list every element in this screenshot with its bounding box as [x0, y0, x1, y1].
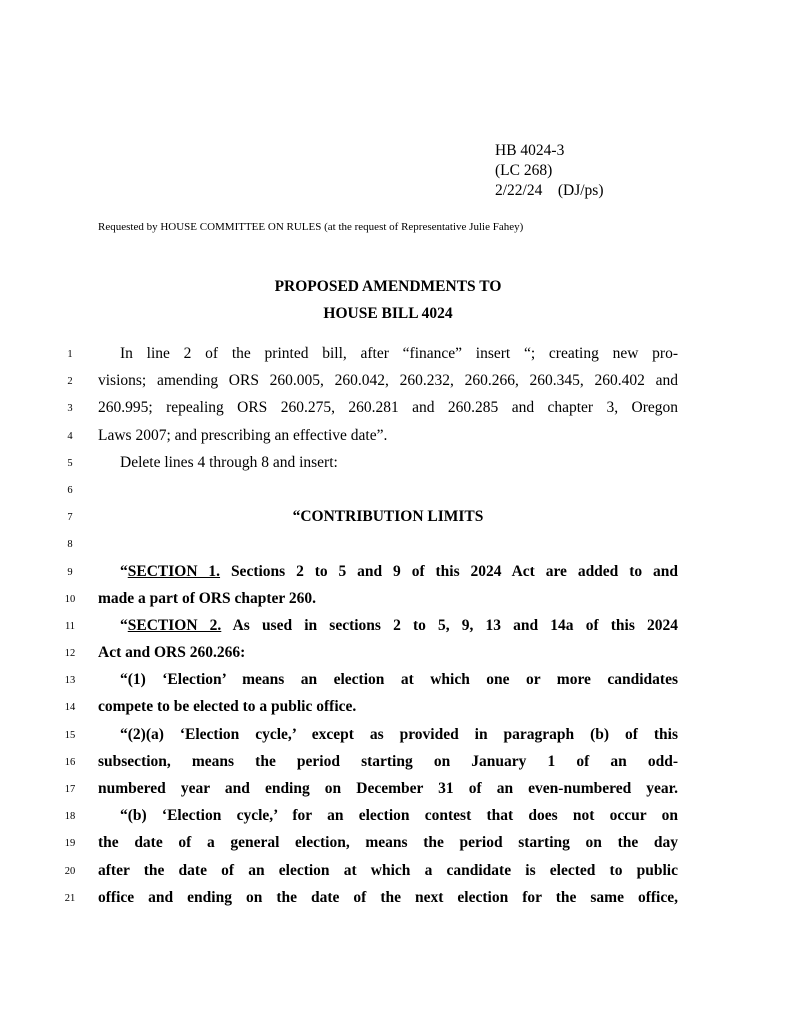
text-line	[0, 888, 800, 915]
section-marker: SECTION 2.	[127, 616, 222, 634]
text-line	[0, 833, 800, 860]
line-number: 15	[64, 729, 76, 741]
line-number: 10	[64, 593, 76, 605]
line-number: 20	[64, 865, 76, 877]
text-line	[0, 670, 800, 697]
text-line	[0, 806, 800, 833]
requested-by: Requested by HOUSE COMMITTEE ON RULES (at the request of Representative Julie Fahey)	[98, 221, 524, 233]
line-number: 9	[67, 566, 73, 578]
line-text: office and ending on the date of the next election for the same office,	[98, 888, 678, 906]
bill-header	[495, 141, 604, 201]
quote-open: “	[120, 616, 128, 634]
line-text: after the date of an election at which a candidate is elected to public	[98, 861, 678, 879]
line-text: “(1) ‘Election’ means an election at which one or more candidates	[120, 671, 678, 689]
line-number: 5	[67, 457, 73, 469]
line-text: Delete lines 4 through 8 and insert:	[120, 453, 338, 471]
bill-text	[0, 344, 800, 915]
line-text: compete to be elected to a public office.	[98, 698, 357, 716]
line-text: subsection, means the period starting on January 1 of an odd-	[98, 752, 678, 770]
line-number: 1	[67, 349, 73, 360]
line-text: Act and ORS 260.266:	[98, 644, 246, 662]
line-number: 4	[67, 430, 73, 442]
text-line	[0, 507, 800, 534]
text-line	[0, 725, 800, 752]
line-text: the date of a general election, means the period starting on the day	[98, 834, 678, 852]
line-number: 3	[67, 403, 73, 415]
line-number: 14	[64, 702, 76, 714]
line-text: numbered year and ending on December 31 of an even-numbered year.	[98, 780, 678, 797]
section-text: Sections 2 to 5 and 9 of this 2024 Act are added to and	[220, 562, 678, 580]
line-number: 19	[64, 838, 76, 850]
bill-number: HB 4024-3	[495, 142, 565, 159]
text-line	[0, 480, 800, 507]
line-number: 16	[64, 756, 76, 768]
line-number: 17	[64, 784, 76, 795]
text-line	[0, 861, 800, 888]
title-line-1: PROPOSED AMENDMENTS TO	[274, 278, 502, 295]
line-text: In line 2 of the printed bill, after “finance” insert “; creating new pro-	[120, 345, 678, 362]
text-line	[0, 398, 800, 425]
section-marker: SECTION 1.	[127, 562, 221, 580]
line-text	[98, 616, 678, 636]
line-number: 21	[64, 892, 76, 904]
line-number: 6	[67, 484, 73, 496]
text-line	[0, 371, 800, 398]
text-line	[0, 643, 800, 670]
line-text: 260.995; repealing ORS 260.275, 260.281 and 260.285 and chapter 3, Oregon	[98, 399, 678, 417]
date-line: 2/22/24 (DJ/ps)	[495, 182, 604, 199]
line-number: 7	[67, 512, 73, 524]
lc-number: (LC 268)	[495, 162, 553, 179]
section-text: As used in sections 2 to 5, 9, 13 and 14a of this 2024	[221, 616, 679, 634]
line-text: Laws 2007; and prescribing an effective date”.	[98, 426, 388, 444]
text-line	[0, 562, 800, 589]
text-line	[0, 426, 800, 453]
line-number: 8	[67, 539, 73, 551]
line-text	[98, 562, 678, 582]
line-number: 12	[64, 648, 76, 660]
text-line	[0, 344, 800, 371]
line-text: “(b) ‘Election cycle,’ for an election contest that does not occur on	[120, 807, 678, 825]
quote-open: “	[120, 562, 128, 580]
line-text: made a part of ORS chapter 260.	[98, 589, 316, 607]
line-number: 2	[67, 376, 73, 388]
line-text: visions; amending ORS 260.005, 260.042, 260.232, 260.266, 260.345, 260.402 and	[98, 372, 678, 390]
line-text: “(2)(a) ‘Election cycle,’ except as provided in paragraph (b) of this	[120, 725, 678, 743]
text-line	[0, 752, 800, 779]
section-heading: “CONTRIBUTION LIMITS	[292, 508, 484, 526]
title-line-2: HOUSE BILL 4024	[323, 305, 453, 322]
line-number: 13	[64, 675, 76, 687]
text-line	[0, 697, 800, 724]
text-line	[0, 616, 800, 643]
line-number: 11	[64, 620, 76, 632]
line-number: 18	[64, 811, 76, 823]
text-line	[0, 779, 800, 806]
text-line	[0, 589, 800, 616]
text-line	[0, 534, 800, 561]
text-line	[0, 453, 800, 480]
